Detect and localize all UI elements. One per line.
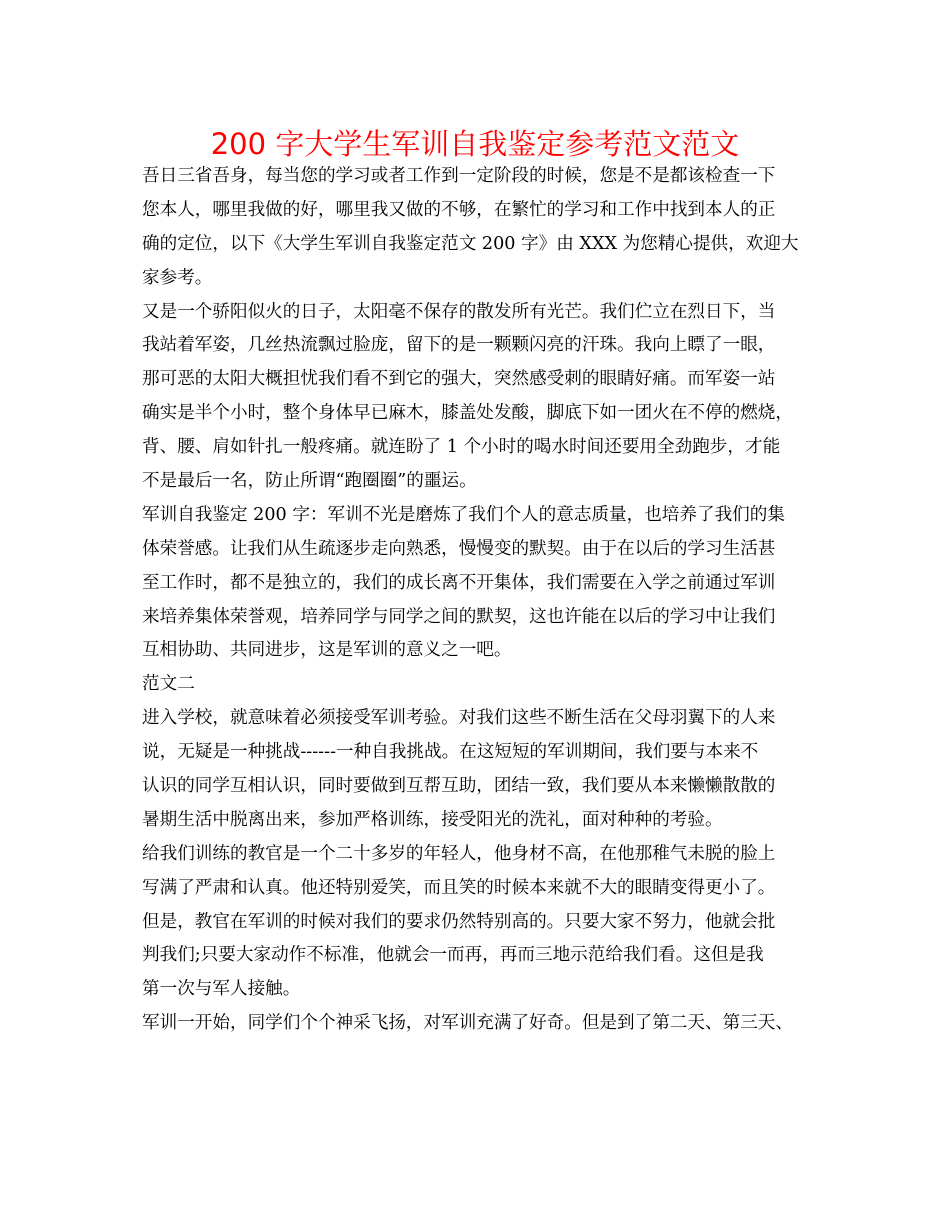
section-heading: 范文二 bbox=[142, 674, 195, 695]
body-line: 互相协助、共同进步，这是军训的意义之一吧。 bbox=[142, 640, 512, 661]
body-line: 说，无疑是一种挑战------一种自我挑战。在这短短的军训期间，我们要与本来不 bbox=[142, 742, 759, 763]
body-line: 体荣誉感。让我们从生疏逐步走向熟悉，慢慢变的默契。由于在以后的学习生活甚 bbox=[142, 538, 776, 559]
body-line: 认识的同学互相认识，同时要做到互帮互助，团结一致，我们要从本来懒懒散散的 bbox=[142, 776, 776, 797]
body-line: 军训自我鉴定 200 字：军训不光是磨炼了我们个人的意志质量，也培养了我们的集 bbox=[142, 504, 785, 525]
body-line: 第一次与军人接触。 bbox=[142, 979, 301, 1000]
body-line: 背、腰、肩如针扎一般疼痛。就连盼了 1 个小时的喝水时间还要用全劲跑步，才能 bbox=[142, 437, 781, 458]
body-line: 确的定位，以下《大学生军训自我鉴定范文 200 字》由 XXX 为您精心提供，欢迎大 bbox=[142, 233, 799, 254]
body-line: 确实是半个小时，整个身体早已麻木，膝盖处发酸，脚底下如一团火在不停的燃烧， bbox=[142, 403, 793, 424]
body-line: 暑期生活中脱离出来，参加严格训练，接受阳光的洗礼，面对种种的考验。 bbox=[142, 809, 723, 830]
body-line: 但是，教官在军训的时候对我们的要求仍然特别高的。只要大家不努力，他就会批 bbox=[142, 911, 776, 932]
body-line: 家参考。 bbox=[142, 267, 213, 288]
body-line: 判我们;只要大家动作不标准，他就会一而再，再而三地示范给我们看。这但是我 bbox=[142, 945, 764, 966]
body-line: 您本人，哪里我做的好，哪里我又做的不够，在繁忙的学习和工作中找到本人的正 bbox=[142, 199, 776, 220]
body-line: 给我们训练的教官是一个二十多岁的年轻人，他身材不高，在他那稚气未脱的脸上 bbox=[142, 843, 776, 864]
body-line: 我站着军姿，几丝热流飘过脸庞，留下的是一颗颗闪亮的汗珠。我向上瞟了一眼， bbox=[142, 335, 776, 356]
document-title: 200 字大学生军训自我鉴定参考范文范文 bbox=[210, 127, 740, 161]
body-line: 吾日三省吾身，每当您的学习或者工作到一定阶段的时候，您是不是都该检查一下 bbox=[142, 166, 776, 186]
document-body bbox=[142, 160, 822, 1041]
body-line: 军训一开始，同学们个个神采飞扬，对军训充满了好奇。但是到了第二天、第三天、 bbox=[142, 1013, 793, 1034]
body-line: 来培养集体荣誉观，培养同学与同学之间的默契，这也许能在以后的学习中让我们 bbox=[142, 606, 776, 627]
body-line: 又是一个骄阳似火的日子，太阳毫不保存的散发所有光芒。我们伫立在烈日下，当 bbox=[142, 301, 776, 322]
body-line: 进入学校，就意味着必须接受军训考验。对我们这些不断生活在父母羽翼下的人来 bbox=[142, 708, 776, 729]
body-line: 至工作时，都不是独立的，我们的成长离不开集体，我们需要在入学之前通过军训 bbox=[142, 572, 776, 593]
body-line: 写满了严肃和认真。他还特别爱笑，而且笑的时候本来就不大的眼睛变得更小了。 bbox=[142, 877, 776, 898]
body-line: 那可恶的太阳大概担忧我们看不到它的强大，突然感受刺的眼睛好痛。而军姿一站 bbox=[142, 369, 776, 390]
body-line: 不是最后一名，防止所谓“跑圈圈”的噩运。 bbox=[142, 471, 477, 492]
